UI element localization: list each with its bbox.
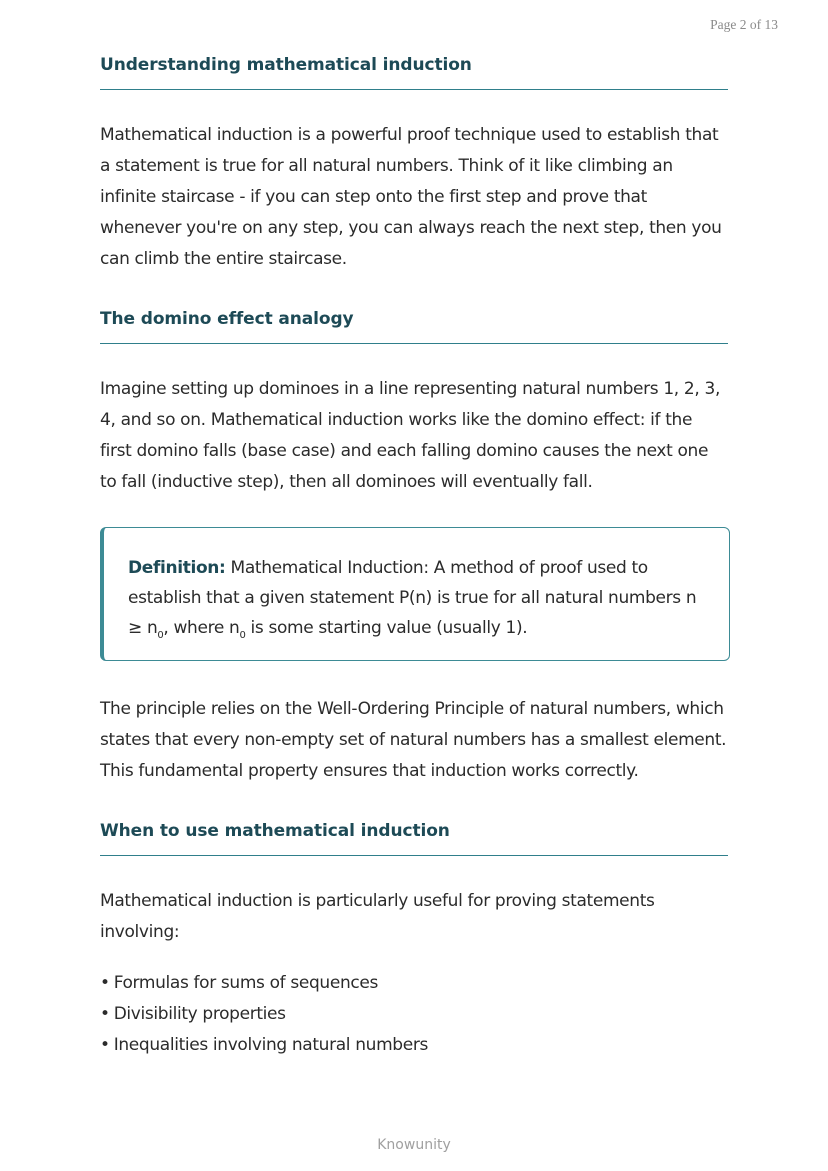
definition-subscript-2: 0 bbox=[239, 630, 246, 641]
paragraph-understanding: Mathematical induction is a powerful proof technique used to establish that a statement is true for all natural numbers. Think of it like climbing an infinite staircase - if you can step onto the first step and prove that whenever you're on any step, you can always reach the next step, then you can climb the entire staircase. bbox=[100, 125, 722, 269]
bullet-list bbox=[100, 968, 428, 1061]
list-item: • Formulas for sums of sequences bbox=[100, 968, 428, 999]
list-item: • Inequalities involving natural numbers bbox=[100, 1030, 428, 1061]
definition-body-part1: Mathematical Induction: A method of proof used to establish that a given statement P(n) is true for all natural numbers n ≥ n bbox=[128, 558, 697, 638]
page-number: Page 2 of 13 bbox=[710, 17, 778, 32]
paragraph-when-to-use: Mathematical induction is particularly useful for proving statements involving: bbox=[100, 891, 655, 942]
definition-text bbox=[128, 553, 710, 643]
paragraph-domino: Imagine setting up dominoes in a line representing natural numbers 1, 2, 3, 4, and so on. Mathematical induction works like the domino effect: if the first domino falls (base case) and each falling domino causes the next one to fall (inductive step), then all dominoes will eventually fall. bbox=[100, 379, 721, 492]
definition-body-part3: is some starting value (usually 1). bbox=[245, 618, 528, 638]
definition-box bbox=[100, 527, 730, 661]
section-heading-understanding: Understanding mathematical induction bbox=[100, 55, 728, 90]
list-item: • Divisibility properties bbox=[100, 999, 428, 1030]
paragraph-well-ordering: The principle relies on the Well-Ordering Principle of natural numbers, which states that every non-empty set of natural numbers has a smallest element. This fundamental property ensures that induction works correctly. bbox=[100, 699, 727, 781]
section-heading-domino: The domino effect analogy bbox=[100, 309, 728, 344]
definition-subscript-1: 0 bbox=[157, 630, 164, 641]
definition-body-part2: , where n bbox=[163, 618, 240, 638]
definition-term: Definition: bbox=[128, 558, 226, 578]
footer-brand: Knowunity bbox=[377, 1137, 451, 1153]
section-heading-when-to-use: When to use mathematical induction bbox=[100, 821, 728, 856]
